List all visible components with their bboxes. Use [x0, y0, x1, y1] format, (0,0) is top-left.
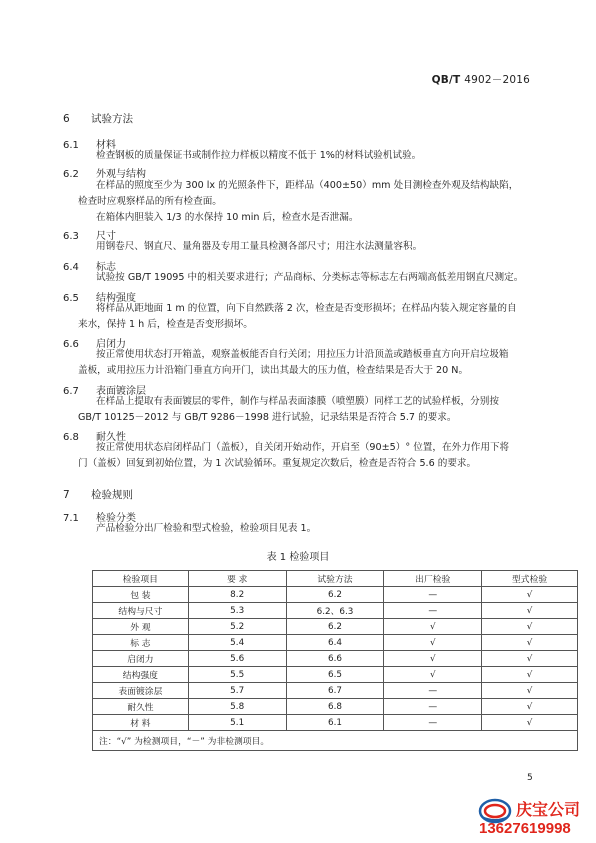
- table-cell: √: [482, 635, 578, 651]
- table-row: [93, 683, 578, 699]
- table-cell: —: [384, 699, 482, 715]
- section-title: 启闭力: [96, 339, 126, 350]
- section-number: 6.7: [63, 386, 79, 397]
- table-cell: 5.5: [188, 667, 286, 683]
- section-number: 6.2: [63, 169, 79, 180]
- table-cell: 5.1: [188, 715, 286, 731]
- section-6-3-text: 用钢卷尺、钢直尺、量角器及专用工量具检测各部尺寸；用注水法测量容积。: [96, 241, 423, 252]
- table-cell: √: [482, 699, 578, 715]
- table-cell: —: [384, 683, 482, 699]
- section-6-heading: [63, 111, 133, 126]
- section-7-heading: [63, 487, 133, 502]
- section-6-7-text-2: GB/T 10125－2012 与 GB/T 9286－1998 进行试验，记录结果是否符合 5.7 的要求。: [78, 412, 457, 423]
- section-title: 表面镀涂层: [96, 386, 146, 397]
- section-number: 7.1: [63, 513, 79, 524]
- page-number: 5: [527, 773, 533, 783]
- section-6-7-text-1: 在样品上提取有表面镀层的零件，制作与样品表面漆膜（喷塑膜）同样工艺的试验样板，分别按: [96, 396, 499, 407]
- section-6-1-text: 检查钢板的质量保证书或制作拉力样板以精度不低于 1%的材料试验机试验。: [96, 150, 422, 161]
- table-cell: 6.2、6.3: [286, 603, 384, 619]
- column-header: 检验项目: [93, 571, 189, 587]
- section-6-6-text-1: 按正常使用状态打开箱盖，观察盖板能否自行关闭；用拉压力计沿顶盖或踏板垂直方向开启垃圾箱: [96, 349, 509, 360]
- table-cell: 6.8: [286, 699, 384, 715]
- table-cell: 5.3: [188, 603, 286, 619]
- section-title: 试验方法: [91, 113, 133, 125]
- table-cell: 5.2: [188, 619, 286, 635]
- table-row: [93, 699, 578, 715]
- section-title: 结构强度: [96, 293, 136, 304]
- table-cell: 材 料: [93, 715, 189, 731]
- section-title: 材料: [96, 140, 116, 151]
- table-cell: 包 装: [93, 587, 189, 603]
- table-cell: 5.7: [188, 683, 286, 699]
- section-title: 检验分类: [96, 513, 136, 524]
- section-6-4-text: 试验按 GB/T 19095 中的相关要求进行；产品商标、分类标志等标志左右两端高低差用钢直尺测定。: [96, 272, 524, 283]
- table-cell: 6.6: [286, 651, 384, 667]
- section-7-1-text: 产品检验分出厂检验和型式检验，检验项目见表 1。: [96, 523, 317, 534]
- section-number: 6.1: [63, 140, 79, 151]
- section-number: 6.5: [63, 293, 79, 304]
- section-number: 6.6: [63, 339, 79, 350]
- standard-number: [432, 72, 530, 87]
- table-cell: 5.8: [188, 699, 286, 715]
- section-number: 6.8: [63, 432, 79, 443]
- section-number: 7: [63, 489, 70, 501]
- company-phone: 13627619998: [479, 820, 571, 837]
- table-cell: 标 志: [93, 635, 189, 651]
- table-note-row: [93, 731, 578, 751]
- table-cell: 5.4: [188, 635, 286, 651]
- table-cell: —: [384, 715, 482, 731]
- table-cell: 耐久性: [93, 699, 189, 715]
- section-title: 尺寸: [96, 231, 116, 242]
- table-cell: 表面镀涂层: [93, 683, 189, 699]
- table-cell: √: [482, 651, 578, 667]
- table-row: [93, 603, 578, 619]
- table-cell: √: [384, 651, 482, 667]
- inspection-items-table: [92, 570, 578, 751]
- standard-code: 4902－2016: [464, 74, 530, 86]
- table-header-row: [93, 571, 578, 587]
- table-cell: √: [482, 587, 578, 603]
- table-row: [93, 715, 578, 731]
- section-6-8-text-1: 按正常使用状态启闭样品门（盖板），自关闭开始动作，开启至（90±5）° 位置，在外力作用下将: [96, 442, 510, 453]
- section-title: 耐久性: [96, 432, 126, 443]
- table-row: [93, 635, 578, 651]
- section-title: 检验规则: [91, 489, 133, 501]
- table-cell: √: [384, 667, 482, 683]
- section-6-8-text-2: 门（盖板）回复到初始位置，为 1 次试验循环。重复规定次数后，检查是否符合 5.6 的要求。: [78, 458, 477, 469]
- section-6-5-text-2: 来水，保持 1 h 后，检查是否变形损坏。: [78, 319, 253, 330]
- table-cell: 启闭力: [93, 651, 189, 667]
- table-row: [93, 651, 578, 667]
- table-cell: 6.5: [286, 667, 384, 683]
- table-cell: 5.6: [188, 651, 286, 667]
- section-number: 6: [63, 113, 70, 125]
- company-name: 庆宝公司: [516, 802, 581, 819]
- table-cell: √: [482, 667, 578, 683]
- section-number: 6.3: [63, 231, 79, 242]
- section-title: 外观与结构: [96, 169, 146, 180]
- table-cell: —: [384, 603, 482, 619]
- table-cell: 结构强度: [93, 667, 189, 683]
- table-cell: √: [384, 635, 482, 651]
- section-6-2-text-1: 在样品的照度至少为 300 lx 的光照条件下，距样品（400±50）mm 处目测检查外观及结构缺陷，: [96, 180, 519, 191]
- table-note: 注：“√” 为检测项目，“－” 为非检测项目。: [93, 731, 578, 751]
- table-cell: √: [482, 619, 578, 635]
- table-cell: 6.7: [286, 683, 384, 699]
- column-header: 要 求: [188, 571, 286, 587]
- table-cell: √: [482, 715, 578, 731]
- table-row: [93, 667, 578, 683]
- table-cell: 6.2: [286, 587, 384, 603]
- table-row: [93, 619, 578, 635]
- section-title: 标志: [96, 262, 116, 273]
- section-6-2-text-3: 在箱体内胆装入 1/3 的水保持 10 min 后，检查水是否泄漏。: [96, 212, 359, 223]
- table-cell: 6.1: [286, 715, 384, 731]
- section-6-5-text-1: 将样品从距地面 1 m 的位置，向下自然跌落 2 次，检查是否变形损坏；在样品内装入规定容量的自: [96, 303, 517, 314]
- standard-prefix: QB/T: [431, 74, 461, 86]
- table-cell: 外 观: [93, 619, 189, 635]
- table-cell: 6.4: [286, 635, 384, 651]
- section-number: 6.4: [63, 262, 79, 273]
- column-header: 试验方法: [286, 571, 384, 587]
- section-6-2-text-2: 检查时应观察样品的所有检查面。: [78, 196, 222, 207]
- table-cell: √: [482, 603, 578, 619]
- table-cell: 8.2: [188, 587, 286, 603]
- table-cell: —: [384, 587, 482, 603]
- column-header: 出厂检验: [384, 571, 482, 587]
- section-6-6-text-2: 盖板，或用拉压力计沿箱门垂直方向开门，读出其最大的压力值，检查结果是否大于 20 N。: [78, 365, 469, 376]
- table-cell: √: [482, 683, 578, 699]
- table-title: 表 1 检验项目: [266, 552, 330, 563]
- table-cell: √: [384, 619, 482, 635]
- table-row: [93, 587, 578, 603]
- table-cell: 6.2: [286, 619, 384, 635]
- table-cell: 结构与尺寸: [93, 603, 189, 619]
- column-header: 型式检验: [482, 571, 578, 587]
